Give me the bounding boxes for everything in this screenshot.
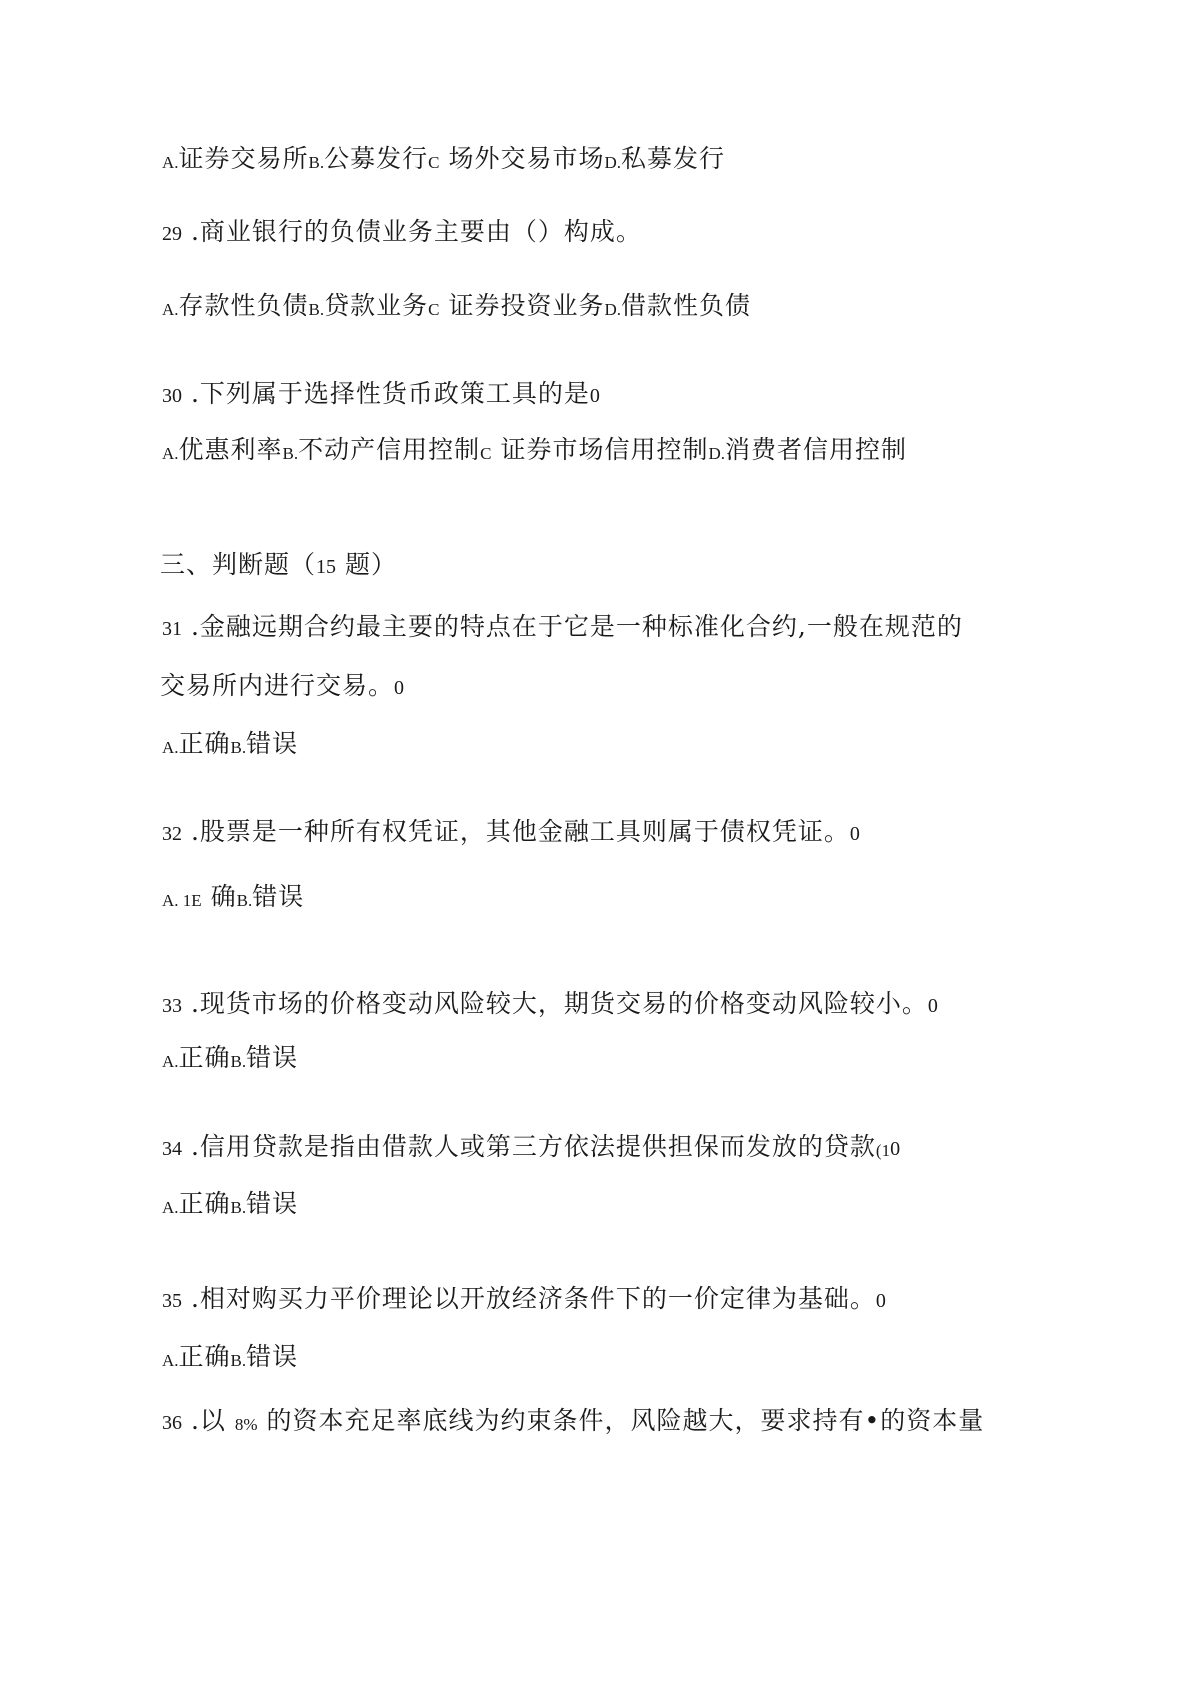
number-label: 35	[162, 1290, 182, 1312]
option-marker: A.	[162, 153, 179, 172]
text-segment: 交易所内进行交易。	[160, 671, 395, 700]
line-q36	[162, 1404, 984, 1442]
option-marker: A.	[162, 1351, 179, 1370]
line-q31-options	[162, 727, 298, 765]
text-segment: 消费者信用控制	[724, 435, 907, 464]
option-marker: B.	[236, 891, 253, 910]
option-marker: D.	[604, 300, 621, 319]
number-label: 31	[162, 618, 182, 640]
number-label: 34	[162, 1138, 182, 1160]
line-q30-options	[162, 433, 907, 471]
line-q34	[162, 1130, 900, 1168]
text-segment: 场外交易市场	[439, 144, 605, 173]
text-segment: 正确	[178, 1189, 231, 1218]
option-marker: B.	[230, 1198, 247, 1217]
option-marker: A. 1E	[162, 891, 202, 910]
option-marker: B.	[230, 738, 247, 757]
option-marker: C	[480, 444, 492, 463]
line-q35-options	[162, 1340, 298, 1378]
line-q34-options	[162, 1187, 298, 1225]
line-q31-b	[160, 669, 404, 705]
text-segment: 正确	[178, 1043, 231, 1072]
text-segment: 确	[201, 882, 237, 911]
option-marker: B.	[230, 1351, 247, 1370]
number-label: 0	[875, 1290, 886, 1312]
line-q33-options	[162, 1041, 298, 1079]
number-label: 32	[162, 823, 182, 845]
option-marker: D.	[708, 444, 725, 463]
text-segment: .以	[182, 1406, 235, 1435]
option-marker: B.	[308, 153, 325, 172]
line-section3	[160, 548, 397, 584]
text-segment: 的资本充足率底线为约束条件，风险越大，要求持有•的资本量	[257, 1406, 985, 1435]
text-segment: 公募发行	[324, 144, 429, 173]
line-q35	[162, 1282, 886, 1318]
line-q33	[162, 987, 938, 1023]
line-q29	[162, 215, 642, 251]
text-segment: .下列属于选择性货币政策工具的是	[182, 379, 590, 408]
option-marker: C	[428, 300, 440, 319]
text-segment: 贷款业务	[324, 291, 429, 320]
text-segment: .信用贷款是指由借款人或第三方依法提供担保而发放的贷款	[182, 1132, 876, 1161]
text-segment: .相对购买力平价理论以开放经济条件下的一价定律为基础。	[182, 1284, 876, 1313]
option-marker: A.	[162, 1052, 179, 1071]
line-q32	[162, 815, 860, 851]
line-q31-a	[162, 610, 963, 646]
option-marker: 8%	[234, 1415, 258, 1434]
number-label: 0	[849, 823, 860, 845]
number-label: 0	[589, 385, 600, 407]
option-marker: A.	[162, 300, 179, 319]
text-segment: 错误	[246, 1342, 299, 1371]
number-label: 0	[890, 1138, 901, 1160]
text-segment: 错误	[246, 1189, 299, 1218]
number-label: 36	[162, 1412, 182, 1434]
option-marker: C	[428, 153, 440, 172]
number-label: 30	[162, 385, 182, 407]
text-segment: 证券投资业务	[439, 291, 605, 320]
text-segment: 错误	[252, 882, 305, 911]
text-segment: 题）	[336, 550, 397, 579]
text-segment: 借款性负债	[620, 291, 751, 320]
text-segment: .金融远期合约最主要的特点在于它是一种标准化合约,一般在规范的	[182, 612, 963, 641]
text-segment: .商业银行的负债业务主要由（）构成。	[182, 217, 642, 246]
text-segment: .股票是一种所有权凭证，其他金融工具则属于债权凭证。	[182, 817, 850, 846]
option-marker: A.	[162, 1198, 179, 1217]
text-segment: 不动产信用控制	[298, 435, 481, 464]
number-label: 15	[316, 556, 337, 578]
text-segment: 证券市场信用控制	[491, 435, 709, 464]
text-segment: 正确	[178, 729, 231, 758]
option-marker: B.	[308, 300, 325, 319]
line-q28-options	[162, 142, 725, 180]
line-q32-options	[162, 880, 304, 918]
line-q30	[162, 377, 600, 413]
text-segment: 存款性负债	[178, 291, 309, 320]
line-q29-options	[162, 289, 751, 327]
text-segment: .现货市场的价格变动风险较大，期货交易的价格变动风险较小。	[182, 989, 928, 1018]
text-segment: 错误	[246, 1043, 299, 1072]
option-marker: A.	[162, 738, 179, 757]
text-segment: 正确	[178, 1342, 231, 1371]
text-segment: 证券交易所	[178, 144, 309, 173]
option-marker: (1	[875, 1141, 891, 1160]
text-segment: 错误	[246, 729, 299, 758]
option-marker: B.	[282, 444, 299, 463]
number-label: 33	[162, 995, 182, 1017]
option-marker: D.	[604, 153, 621, 172]
text-segment: 三、判断题（	[160, 550, 317, 579]
option-marker: A.	[162, 444, 179, 463]
text-segment: 私募发行	[620, 144, 725, 173]
text-segment: 优惠利率	[178, 435, 283, 464]
number-label: 0	[394, 677, 405, 699]
option-marker: B.	[230, 1052, 247, 1071]
number-label: 29	[162, 223, 182, 245]
number-label: 0	[927, 995, 938, 1017]
